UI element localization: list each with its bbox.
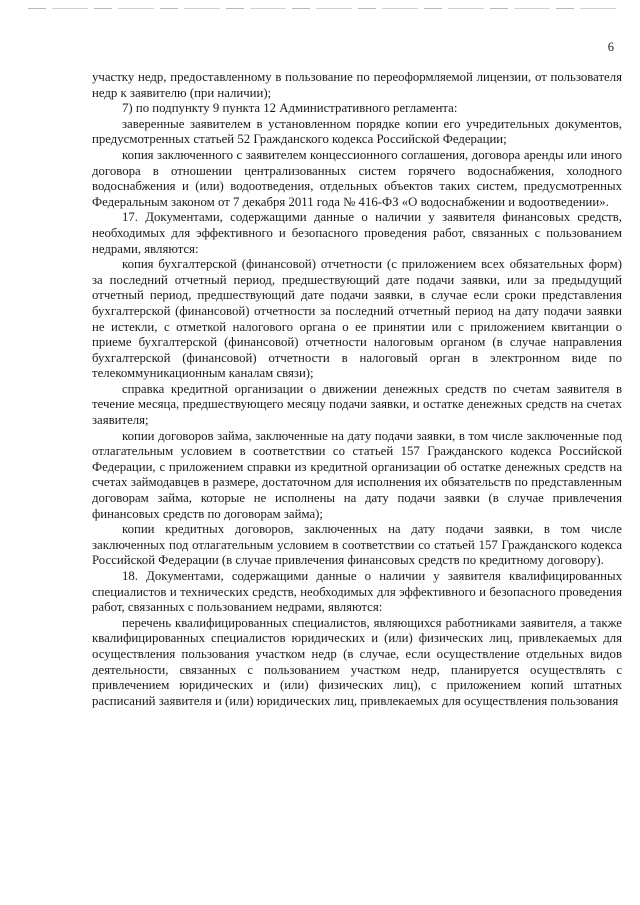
paragraph: 17. Документами, содержащими данные о наличии у заявителя финансовых средств, необходимых для эффективного и безопасного проведения работ, связанных с пользованием недрами, являются: (92, 210, 622, 256)
paragraph: 18. Документами, содержащими данные о наличии у заявителя квалифицированных специалистов и технических средств, необходимых для эффективного и безопасного проведения работ, связанных с пользованием недрами, являются: (92, 569, 622, 615)
paragraph: копии договоров займа, заключенные на дату подачи заявки, в том числе заключенные под отлагательным условием в соответствии со статьей 157 Гражданского кодекса Российской Федерации, с приложением справки из кредитной организации об остатке денежных средств на счетах займодавцев в размере, достаточном для исполнения их обязательств по представленным договорам займа, которые не исполнены на дату подачи заявки (в случае привлечения финансовых средств по договорам займа); (92, 428, 622, 521)
paragraph: заверенные заявителем в установленном порядке копии его учредительных документов, предусмотренных статьей 52 Гражданского кодекса Российской Федерации; (92, 116, 622, 147)
document-text (92, 70, 622, 709)
paragraph: перечень квалифицированных специалистов, являющихся работниками заявителя, а также квалифицированных специалистов юридических и (или) физических лиц, привлекаемых для осуществления пользования участком недр (в случае, если осуществление отдельных видов деятельности, связанных с пользованием участком недр, планируется осуществлять с привлечением юридических и (или) физических лиц), с приложением копий штатных расписаний заявителя и (или) юридических лиц, привлекаемых для осуществления пользования (92, 615, 622, 708)
paragraph: копия бухгалтерской (финансовой) отчетности (с приложением всех обязательных форм) за последний отчетный период, предшествующий дате подачи заявки, или за предыдущий отчетный период, предшествующий дате подачи заявки, в случае если сроки представления бухгалтерской (финансовой) отчетности за последний отчетный период на дату подачи заявки не истекли, с отметкой налогового органа о ее принятии или с приложением квитанции о приеме бухгалтерской (финансовой) отчетности налоговым органом (в случае направления бухгалтерской (финансовой) отчетности в налоговый орган в электронном виде по телекоммуникационным каналам связи); (92, 257, 622, 381)
paragraph: копии кредитных договоров, заключенных на дату подачи заявки, в том числе заключенных под отлагательным условием в соответствии со статьей 157 Гражданского кодекса Российской Федерации (в случае привлечения финансовых средств по кредитному договору). (92, 522, 622, 568)
paragraph: справка кредитной организации о движении денежных средств по счетам заявителя в течение месяца, предшествующего месяцу подачи заявки, и остатке денежных средств на счетах заявителя; (92, 381, 622, 428)
paragraph: копия заключенного с заявителем концессионного соглашения, договора аренды или иного договора в отношении централизованных систем горячего водоснабжения, холодного водоснабжения и (или) водоотведения, отдельных объектов таких систем, предусмотренных Федеральным законом от 7 декабря 2011 года № 416-ФЗ «О водоснабжении и водоотведении». (92, 147, 622, 209)
page-number: 6 (607, 40, 614, 54)
scan-top-edge (28, 8, 622, 9)
paragraph: участку недр, предоставленному в пользование по переоформляемой лицензии, от пользователя недр к заявителю (при наличии); (92, 70, 622, 100)
paragraph: 7) по подпункту 9 пункта 12 Административного регламента: (122, 101, 458, 116)
